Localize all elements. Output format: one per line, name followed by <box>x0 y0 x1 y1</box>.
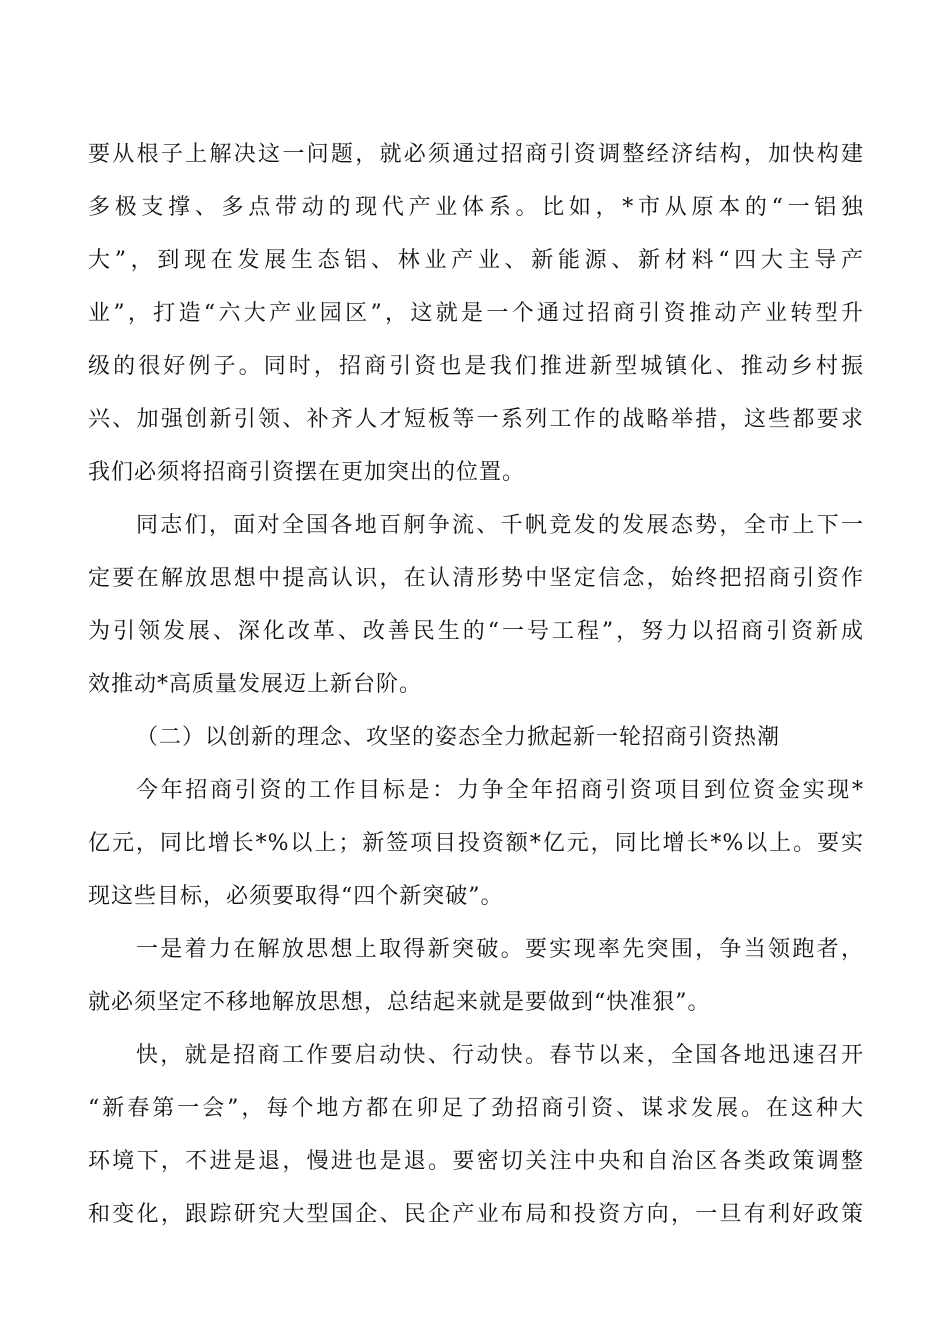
text-line: 定要在解放思想中提高认识，在认清形势中坚定信念，始终把招商引资作 <box>88 566 864 591</box>
text-line: 同志们，面对全国各地百舸争流、千帆竞发的发展态势，全市上下一 <box>136 513 864 538</box>
text-line: 兴、加强创新引领、补齐人才短板等一系列工作的战略举措，这些都要求 <box>88 407 864 432</box>
document-body <box>88 128 864 1241</box>
text-line: 大”，到现在发展生态铝、林业产业、新能源、新材料“四大主导产 <box>88 248 864 273</box>
text-line: 现这些目标，必须要取得“四个新突破”。 <box>88 884 504 909</box>
text-line: 我们必须将招商引资摆在更加突出的位置。 <box>88 460 526 485</box>
text-line: 级的很好例子。同时，招商引资也是我们推进新型城镇化、推动乡村振 <box>88 354 864 379</box>
text-line: 快，就是招商工作要启动快、行动快。春节以来，全国各地迅速召开 <box>136 1043 864 1068</box>
text-line: 效推动*高质量发展迈上新台阶。 <box>88 672 423 697</box>
text-line: 要从根子上解决这一问题，就必须通过招商引资调整经济结构，加快构建 <box>88 142 864 167</box>
text-line: 多极支撑、多点带动的现代产业体系。比如，*市从原本的“一铝独 <box>88 195 864 220</box>
text-line: “新春第一会”，每个地方都在卯足了劲招商引资、谋求发展。在这种大 <box>88 1096 864 1121</box>
text-line: 亿元，同比增长*%以上；新签项目投资额*亿元，同比增长*%以上。要实 <box>88 831 864 856</box>
text-line: 就必须坚定不移地解放思想，总结起来就是要做到“快准狠”。 <box>88 990 711 1015</box>
section-heading: （二）以创新的理念、攻坚的姿态全力掀起新一轮招商引资热潮 <box>136 725 781 750</box>
text-line: 今年招商引资的工作目标是：力争全年招商引资项目到位资金实现* <box>136 778 864 803</box>
text-line: 一是着力在解放思想上取得新突破。要实现率先突围，争当领跑者， <box>136 937 864 962</box>
text-line: 和变化，跟踪研究大型国企、民企产业布局和投资方向，一旦有利好政策 <box>88 1202 864 1227</box>
text-line: 环境下，不进是退，慢进也是退。要密切关注中央和自治区各类政策调整 <box>88 1149 864 1174</box>
text-line: 为引领发展、深化改革、改善民生的“一号工程”，努力以招商引资新成 <box>88 619 864 644</box>
text-line: 业”，打造“六大产业园区”，这就是一个通过招商引资推动产业转型升 <box>88 301 864 326</box>
